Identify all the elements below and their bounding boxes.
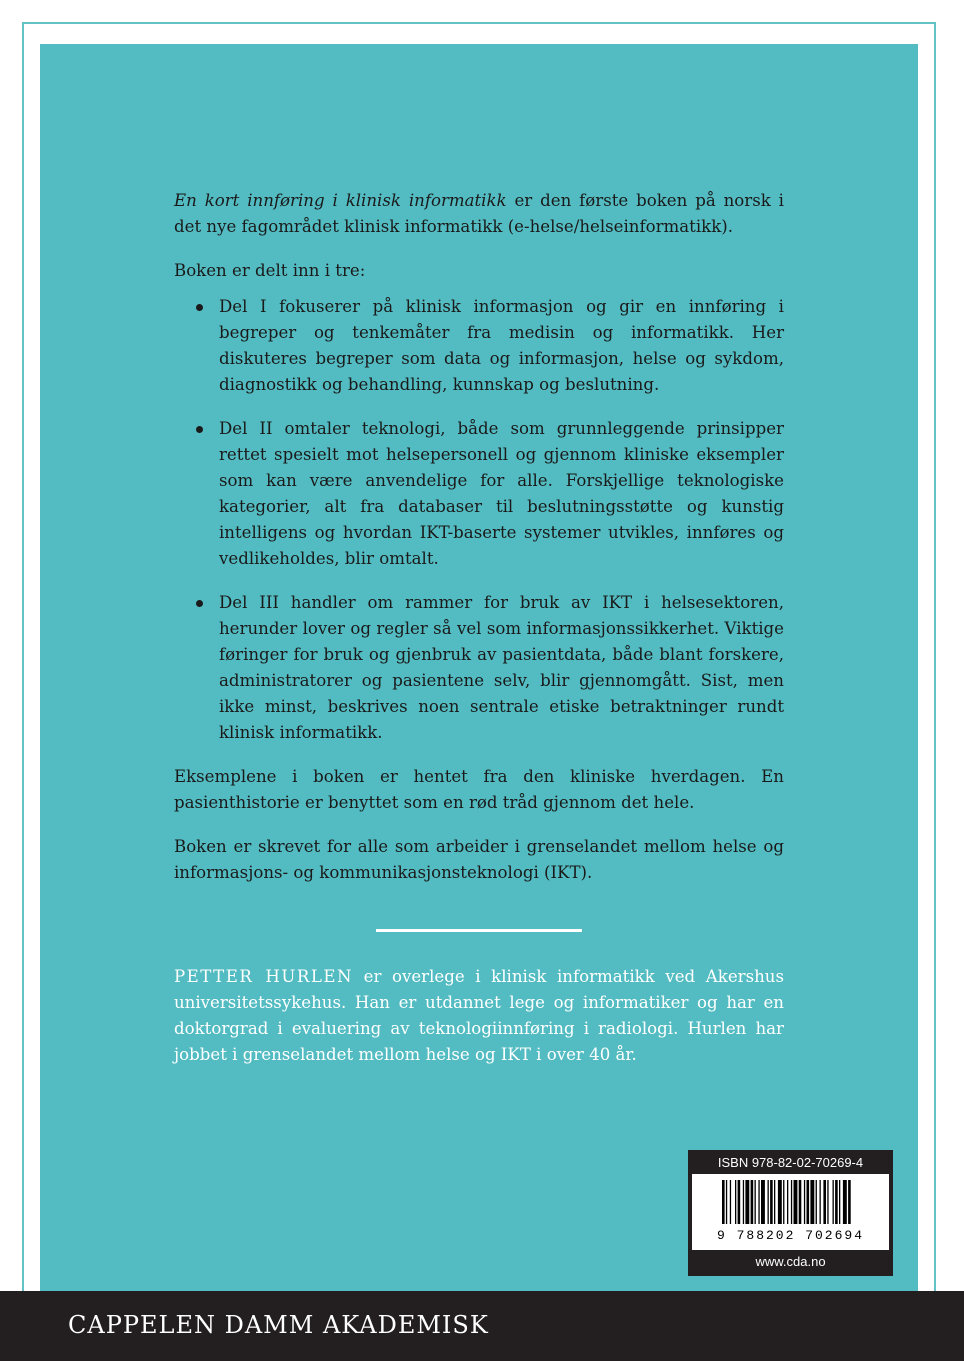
barcode-bar bbox=[848, 1180, 851, 1224]
audience-paragraph: Boken er skrevet for alle som arbeider i grenselandet mellom helse og informasjons- og kommunikasjonsteknologi (IKT). bbox=[174, 837, 784, 882]
barcode-bar bbox=[778, 1180, 782, 1224]
barcode bbox=[692, 1174, 889, 1250]
section-divider bbox=[376, 929, 582, 932]
website-link[interactable]: www.cda.no bbox=[755, 1254, 826, 1269]
barcode-bar bbox=[768, 1180, 769, 1224]
bullet-icon bbox=[196, 426, 203, 433]
barcode-bar bbox=[820, 1180, 821, 1224]
barcode-bar bbox=[783, 1180, 784, 1224]
isbn-box bbox=[688, 1150, 893, 1276]
barcode-bar bbox=[791, 1180, 792, 1224]
barcode-bar bbox=[823, 1180, 826, 1224]
publisher-logo: CAPPELEN DAMM AKADEMISK bbox=[68, 1311, 489, 1339]
part-2-text: Del II omtaler teknologi, både som grunnleggende prinsipper rettet spesielt mot helsepersonell og gjennom kliniske eksempler som kan være anvendelige for alle. Forskjellige teknologiske kategorier, alt fra databaser til beslutningsstøtte og kunstig intelligens og hvordan IKT-baserte systemer utvikles, innføres og vedlikeholdes, blir omtalt. bbox=[219, 419, 784, 568]
blurb bbox=[174, 188, 784, 904]
barcode-bar bbox=[804, 1180, 805, 1224]
barcode-bar bbox=[807, 1180, 810, 1224]
barcode-bars bbox=[692, 1174, 889, 1230]
barcode-bar bbox=[745, 1180, 749, 1224]
publisher-bar bbox=[0, 1291, 964, 1361]
barcode-digits: 9 788202 702694 bbox=[716, 1228, 865, 1243]
barcode-bar bbox=[839, 1180, 840, 1224]
author-name: PETTER HURLEN bbox=[174, 967, 354, 986]
barcode-bar bbox=[843, 1180, 847, 1224]
isbn-label: ISBN 978-82-02-70269-4 bbox=[717, 1155, 864, 1170]
barcode-bar bbox=[816, 1180, 817, 1224]
barcode-bar bbox=[810, 1180, 814, 1224]
barcode-bar bbox=[770, 1180, 773, 1224]
parts-list bbox=[174, 294, 784, 746]
examples-paragraph: Eksemplene i boken er hentet fra den kliniske hverdagen. En pasienthistorie er benyttet som en rød tråd gjennom det hele. bbox=[174, 767, 784, 812]
barcode-bar bbox=[758, 1180, 759, 1224]
part-1-text: Del I fokuserer på klinisk informasjon og gir en innføring i begreper og tenkemåter fra medisin og informatikk. Her diskuteres begreper som data og informasjon, helse og sykdom, diagnostikk og behandling, kunnskap og beslutning. bbox=[219, 297, 784, 394]
list-item bbox=[174, 294, 784, 398]
barcode-bar bbox=[751, 1180, 754, 1224]
list-item bbox=[174, 590, 784, 746]
intro-text: er den første boken på norsk i det nye fagområdet klinisk informatikk (e-helse/helseinformatikk). bbox=[174, 191, 784, 236]
barcode-bar bbox=[738, 1180, 741, 1224]
barcode-bar bbox=[730, 1180, 731, 1224]
book-title-italic: En kort innføring i klinisk informatikk bbox=[174, 191, 507, 210]
barcode-bar bbox=[774, 1180, 775, 1224]
barcode-bar bbox=[794, 1180, 798, 1224]
bullet-icon bbox=[196, 304, 203, 311]
bullet-icon bbox=[196, 600, 203, 607]
parts-lead: Boken er delt inn i tre: bbox=[174, 261, 366, 280]
barcode-bar bbox=[755, 1180, 756, 1224]
barcode-bar bbox=[799, 1180, 802, 1224]
barcode-bar bbox=[743, 1180, 744, 1224]
barcode-bar bbox=[787, 1180, 788, 1224]
author-bio-text: er overlege i klinisk informatikk ved Akershus universitetssykehus. Han er utdannet lege og informatiker og har en doktorgrad i evaluering av teknologiinnføring i radiologi. Hurlen har jobbet i grenselandet mellom helse og IKT i over 40 år. bbox=[174, 967, 784, 1064]
barcode-bar bbox=[726, 1180, 727, 1224]
part-3-text: Del III handler om rammer for bruk av IKT i helsesektoren, herunder lover og regler så vel som informasjonssikkerhet. Viktige føringer for bruk og gjenbruk av pasientdata, både blant forskere, administratorer og pasientene selv, blir gjennomgått. Sist, men ikke minst, beskrives noen sentrale etiske betraktninger rundt klinisk informatikk. bbox=[219, 593, 784, 742]
author-bio bbox=[174, 964, 784, 1068]
barcode-bar bbox=[827, 1180, 828, 1224]
intro-paragraph bbox=[174, 188, 784, 240]
list-item bbox=[174, 416, 784, 572]
barcode-bar bbox=[761, 1180, 765, 1224]
barcode-bar bbox=[722, 1180, 725, 1224]
barcode-bar bbox=[735, 1180, 736, 1224]
barcode-bar bbox=[833, 1180, 834, 1224]
barcode-bar bbox=[835, 1180, 838, 1224]
